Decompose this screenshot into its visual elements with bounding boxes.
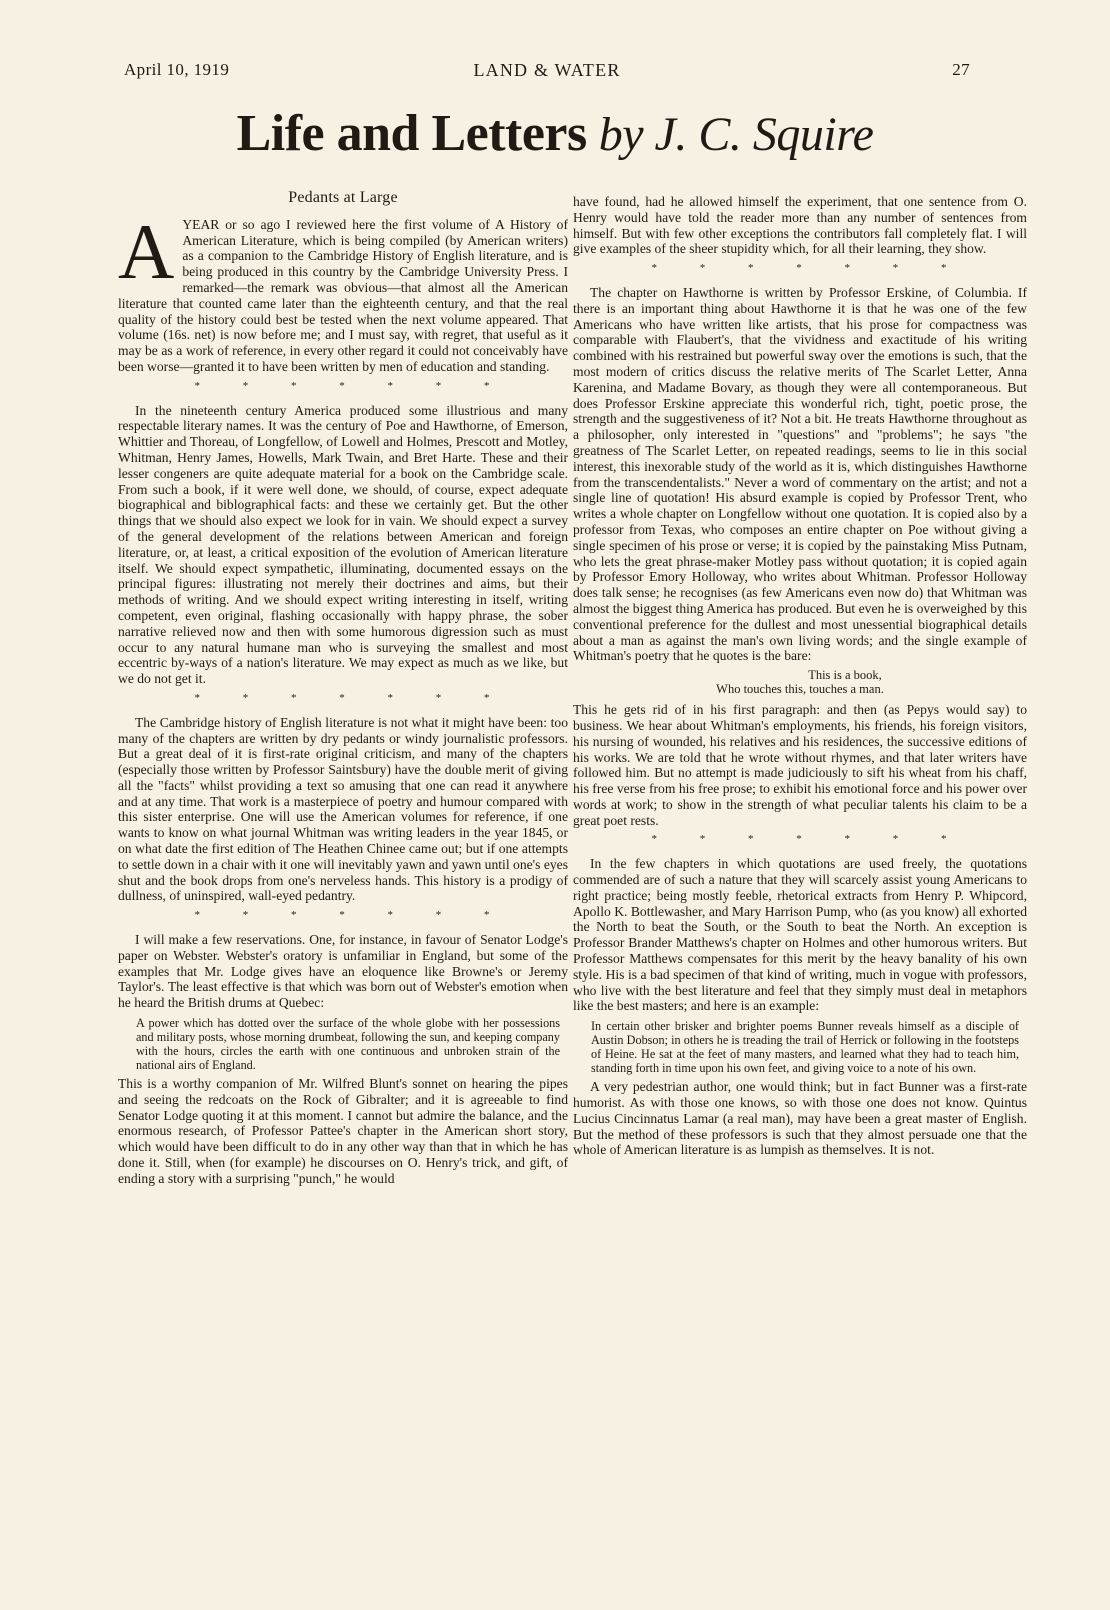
paragraph-1 xyxy=(118,207,568,375)
column-title: Life and Letters xyxy=(236,105,587,162)
block-quote: A power which has dotted over the surface of the whole globe with her possessions and military posts, whose morning drumbeat, following the sun, and keeping company with the hours, circles the earth with one continuous and unbroken strain of the national airs of England. xyxy=(136,1016,560,1073)
column-byline: by J. C. Squire xyxy=(598,108,874,161)
left-column xyxy=(118,190,568,1187)
drop-cap: A xyxy=(118,207,175,295)
verse-quote xyxy=(573,668,1027,696)
paragraph-7: The chapter on Hawthorne is written by Professor Erskine, of Columbia. If there is an important thing about Hawthorne it is that he was one of the few Americans who have written like artists, that his prose for compactness was comparable with Flaubert's, that the vividness and exactitude of his writing combined with his restrained but powerful sway over the emotions is such, that the most modern of critics discuss the relative merits of The Scarlet Letter, Anna Karenina, and Madame Bovary, as though they were all contemporaneous. But does Professor Erskine appreciate this wonderful rich, tight, poetic prose, the strength and the suggestiveness of it? Not a bit. He treats Hawthorne throughout as a philosopher, only interested in "questions" and "problems"; he says "the greatness of The Scarlet Letter, on repeated readings, seems to lie in this social interest, this inexorable study of the world as it is, which distinguishes Hawthorne from the transcendentalists." Never a word of commentary on the artist; and not a single line of quotation! His absurd example is copied by Professor Trent, who writes a whole chapter on Longfellow without one quotation. It is copied also by a professor from Texas, who composes an entire chapter on Poe without giving a single specimen of his prose or verse; it is copied by the painstaking Miss Putnam, who lets the great phrase-maker Motley pass without quotation; it is copied again by Professor Emory Holloway, who writes about Whitman. Professor Holloway does talk sense; he recognises (as few Americans even now do) that Whitman was almost the biggest thing America has produced. But even he is overweighed by this conventional preference for the dullest and most unessential biographical details about a man as against the man's own living words; and the single example of Whitman's poetry that he quotes is the bare: xyxy=(573,284,1027,664)
column-masthead xyxy=(0,104,1110,163)
verse-line: Who touches this, touches a man. xyxy=(716,682,884,697)
section-heading: Pedants at Large xyxy=(288,189,398,206)
paragraph-4: I will make a few reservations. One, for instance, in favour of Senator Lodge's paper on Webster. Webster's oratory is unfamiliar in England, but some of the examples that Mr. Lodge gives have an eloquence like Browne's or Jeremy Taylor's. The least effective is that which was born out of Webster's emotion when he heard the British drums at Quebec: xyxy=(118,932,568,1011)
section-separator: * * * * * * * xyxy=(194,379,510,392)
issue-date: April 10, 1919 xyxy=(124,60,230,79)
section-separator: * * * * * * * xyxy=(194,691,510,704)
section-separator: * * * * * * * xyxy=(194,909,510,922)
paragraph-1-text: YEAR or so ago I reviewed here the first volume of A History of American Literature, which is being compiled (by American writers) as a companion to the Cambridge History of English literature, and is being produced in this country by the Cambridge University Press. I remarked—the remark was obvious—that almost all the American literature that counted came later than the eighteenth century, and that the real quality of the history could best be tested when the next volume appeared. That volume (16s. net) is now before me; and I must say, with regret, that useful as it may be as a work of reference, in every other regard it could not conceivably have been worse—granted it to have been written by men of education and standing. xyxy=(118,216,568,374)
paragraph-10: A very pedestrian author, one would think; but in fact Bunner was a first-rate humorist. As with those one knows, so with those one does not know. Quintus Lucius Cincinnatus Lamar (a real man), may have been a great master of English. But the method of these professors is such that they almost persuade one that the whole of American literature is as lumpish as themselves. It is not. xyxy=(573,1079,1027,1158)
paragraph-5: This is a worthy companion of Mr. Wilfred Blunt's sonnet on hearing the pipes and seeing the redcoats on the Rock of Gibralter; and it is agreeable to find Senator Lodge quoting it at this moment. I cannot but admire the balance, and the enormous research, of Professor Pattee's chapter in the American short story, which would have been difficult to do in any other way than that in which he has done it. Still, when (for example) he discourses on O. Henry's trick, and gift, of ending a story with a surprising "punch," he would xyxy=(118,1076,568,1186)
paragraph-3: The Cambridge history of English literature is not what it might have been: too many of the chapters are written by dry pedants or windy journalistic professors. But a great deal of it is first-rate original criticism, and many of the chapters (especially those written by Professor Saintsbury) have the double merit of giving all the "facts" whilst providing a text so amusing that one can read it anywhere and at any time. That work is a masterpiece of poetry and humour compared with this sister enterprise. One will use the American volumes for reference, if one wants to know on what journal Whitman was writing leaders in the year 1845, or on what date the first edition of The Heathen Chinee came out; but if one attempts to settle down in a chair with it one will inevitably yawn and yawn until one's eyes shut and the book drops from one's nerveless hands. This history is a prodigy of dullness, of uninspired, wall-eyed pedantry. xyxy=(118,714,568,904)
block-quote: In certain other brisker and brighter poems Bunner reveals himself as a disciple of Austin Dobson; in others he is treading the trail of Herrick or following in the footsteps of Heine. He sat at the feet of many masters, and learned what they had to teach him, standing forth in time upon his own feet, and giving voice to a note of his own. xyxy=(591,1019,1019,1076)
running-head xyxy=(124,60,970,84)
publication-name: LAND & WATER xyxy=(473,60,621,80)
page-number: 27 xyxy=(952,60,970,79)
paragraph-6: have found, had he allowed himself the experiment, that one sentence from O. Henry would have told the reader more than any number of sentences from himself. But with few other exceptions the contributors fall completely flat. I will give examples of the sheer stupidity which, for all their learning, they show. xyxy=(573,194,1027,257)
right-column xyxy=(573,194,1027,1158)
paragraph-9: In the few chapters in which quotations are used freely, the quotations commended are of such a nature that they will scarcely assist young Americans to right practice; being mostly feeble, rhetorical extracts from Henry P. Whipcord, Apollo K. Bottlewasher, and Mary Harrison Pump, who (as you know) all exhorted the North to beat the South, or the South to beat the North. An exception is Professor Brander Matthews's chapter on Holmes and other humorous writers. But Professor Matthews compensates for this merit by the heavy banality of his own style. His is a bad specimen of that kind of writing, much in vogue with professors, who live with the best literature and feel that they simply must deal in metaphors like the best masters; and here is an example: xyxy=(573,856,1027,1014)
section-separator: * * * * * * * xyxy=(651,262,967,275)
paragraph-2: In the nineteenth century America produced some illustrious and many respectable literary names. It was the century of Poe and Hawthorne, of Emerson, Whittier and Thoreau, of Longfellow, of Lowell and Holmes, Prescott and Motley, Whitman, Henry James, Howells, Mark Twain, and Bret Harte. These and their lesser congeners are quite adequate material for a book on the Cambridge scale. From such a book, if it were well done, we should, of course, expect adequate biographical and biblographical facts: and these we certainly get. But the other things that we should also expect we look for in vain. We should expect a survey of the general development of the relations between American and foreign literature, or, at least, a critical exposition of the evolution of American literature itself. We should expect sympathetic, illuminating, documented essays on the principal figures: illustrating not merely their doctrines and aims, but their methods of writing. And we should expect writing interesting in itself, writing competent, even original, flashing occasionally with happy phrase, the sober narrative relieved now and then with some humorous digression such as must occur to any natural humane man who is surveying the smallest and most eccentric by-ways of a nation's literature. We may expect as much as we like, but we do not get it. xyxy=(118,402,568,687)
section-separator: * * * * * * * xyxy=(651,833,967,846)
paragraph-8: This he gets rid of in his first paragraph: and then (as Pepys would say) to business. We hear about Whitman's employments, his friends, his foreign visitors, his nursing of wounded, his relatives and his residences, the successive editions of his works. We are told that he wrote without rhymes, and that later writers have followed him. But no attempt is made judiciously to sift his wheat from his chaff, his free verse from his free prose; to exhibit his emotional force and his power over words at work; to show in the strength of what peculiar talents his claim to be a great poet rests. xyxy=(573,702,1027,828)
verse-line: This is a book, xyxy=(808,668,882,683)
